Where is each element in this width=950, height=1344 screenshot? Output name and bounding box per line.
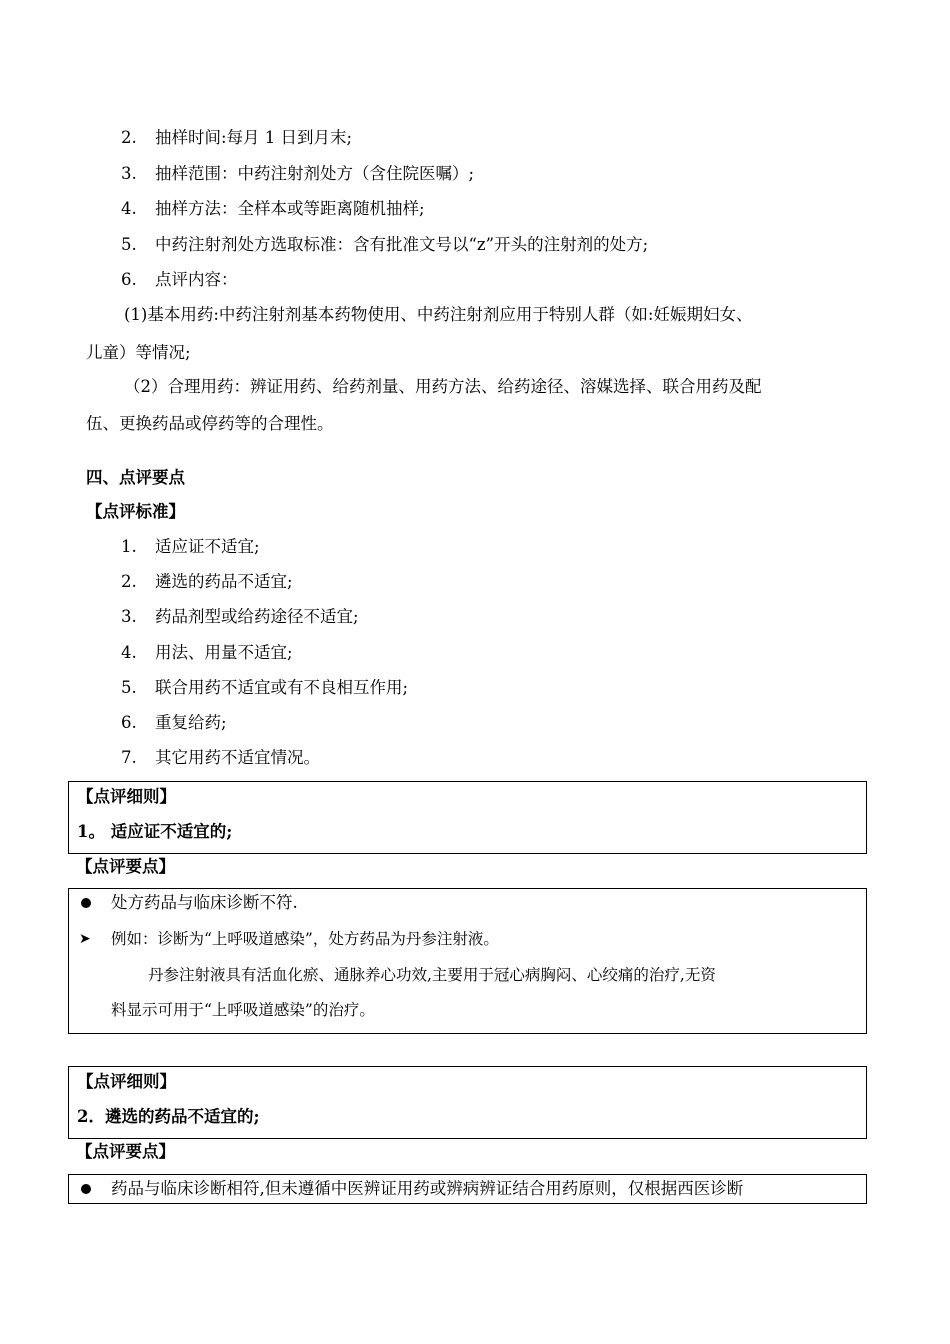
arrow-icon: ➤: [79, 931, 91, 947]
rule2-title: 2．遴选的药品不适宜的;: [77, 1107, 260, 1126]
section4-heading: 四、点评要点: [86, 468, 185, 487]
rule2-box: [68, 1066, 867, 1139]
list-item: 重复给药;: [155, 713, 227, 732]
content-paragraph-2-line2: 伍、更换药品或停药等的合理性。: [86, 414, 334, 433]
rule1-points-header: 【点评要点】: [76, 857, 175, 876]
list-item: 抽样方法：全样本或等距离随机抽样;: [155, 199, 425, 218]
rule2-bullet: 药品与临床诊断相符,但未遵循中医辨证用药或辨病辨证结合用药原则，仅根据西医诊断: [111, 1179, 744, 1198]
rule1-explain-line1: 丹参注射液具有活血化瘀、通脉养心功效,主要用于冠心病胸闷、心绞痛的治疗,无资: [148, 966, 716, 984]
content-paragraph-1-line1: (1)基本用药:中药注射剂基本药物使用、中药注射剂应用于特别人群（如:妊娠期妇女、: [124, 305, 753, 324]
list-number: 3.: [121, 607, 137, 626]
standard-heading: 【点评标准】: [86, 502, 185, 521]
list-number: 3.: [121, 164, 137, 183]
rule2-points-box: [68, 1174, 867, 1204]
list-number: 2.: [121, 128, 137, 147]
content-paragraph-2-line1: （2）合理用药：辨证用药、给药剂量、用药方法、给药途径、溶媒选择、联合用药及配: [124, 377, 762, 396]
list-item: 抽样范围：中药注射剂处方（含住院医嘱）;: [155, 164, 475, 183]
rule1-example: 例如：诊断为“上呼吸道感染”，处方药品为丹参注射液。: [111, 930, 499, 948]
list-item: 遴选的药品不适宜;: [155, 572, 293, 591]
bullet-icon: [81, 1184, 91, 1194]
bullet-icon: [81, 898, 91, 908]
list-item: 中药注射剂处方选取标准：含有批准文号以“z”开头的注射剂的处方;: [155, 235, 649, 254]
rule1-header: 【点评细则】: [77, 787, 176, 806]
content-paragraph-1-line2: 儿童）等情况;: [86, 343, 191, 362]
list-number: 6.: [121, 270, 137, 289]
list-number: 1.: [121, 537, 137, 556]
rule1-bullet: 处方药品与临床诊断不符.: [111, 893, 298, 912]
list-number: 5.: [121, 678, 137, 697]
list-item: 点评内容：: [155, 270, 238, 289]
rule2-header: 【点评细则】: [77, 1072, 176, 1091]
list-number: 4.: [121, 199, 137, 218]
list-item: 药品剂型或给药途径不适宜;: [155, 607, 359, 626]
list-number: 5.: [121, 235, 137, 254]
list-item: 用法、用量不适宜;: [155, 643, 293, 662]
list-number: 6.: [121, 713, 137, 732]
rule1-box: [68, 781, 867, 854]
list-item: 其它用药不适宜情况。: [155, 748, 320, 767]
rule1-explain-line2: 料显示可用于“上呼吸道感染”的治疗。: [111, 1001, 375, 1019]
list-number: 2.: [121, 572, 137, 591]
list-number: 7.: [121, 748, 137, 767]
rule2-points-header: 【点评要点】: [76, 1142, 175, 1161]
list-number: 4.: [121, 643, 137, 662]
list-item: 适应证不适宜;: [155, 537, 260, 556]
list-item: 联合用药不适宜或有不良相互作用;: [155, 678, 409, 697]
list-item: 抽样时间:每月 1 日到月末;: [155, 128, 353, 147]
rule1-points-box: [68, 888, 867, 1034]
rule1-title: 1。 适应证不适宜的;: [77, 822, 233, 841]
